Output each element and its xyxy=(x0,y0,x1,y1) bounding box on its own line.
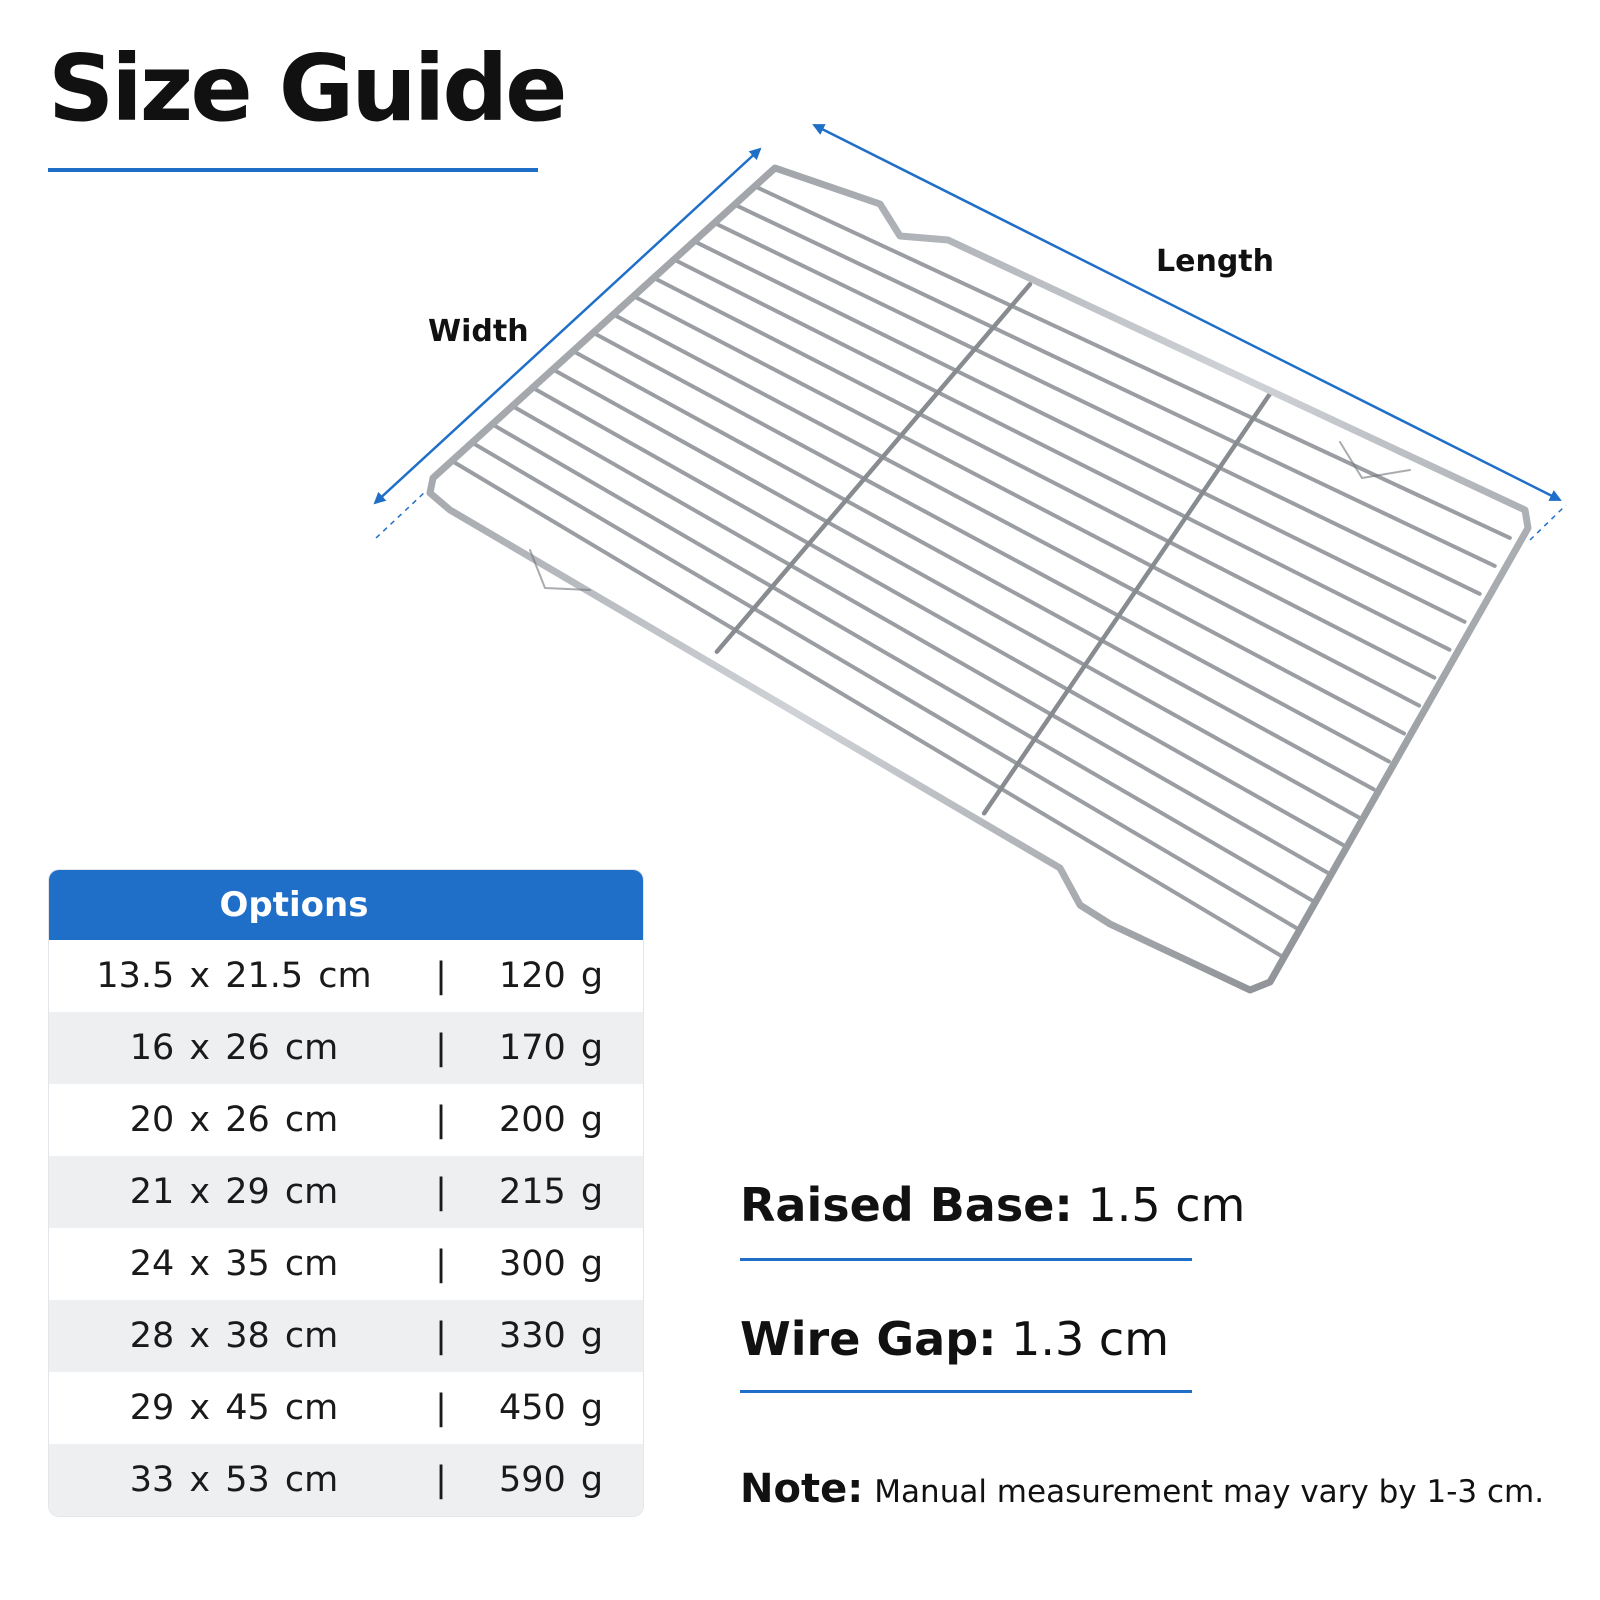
note-text: Manual measurement may vary by 1-3 cm. xyxy=(874,1474,1545,1510)
option-separator: | xyxy=(435,1316,447,1356)
wire-gap-value: 1.3 cm xyxy=(1011,1312,1170,1366)
option-row xyxy=(49,1444,643,1516)
option-row xyxy=(49,1228,643,1300)
raised-base-spec xyxy=(740,1178,1245,1232)
wire-gap-spec xyxy=(740,1312,1169,1366)
option-row xyxy=(49,1156,643,1228)
option-size: 28 x 38 cm xyxy=(129,1316,339,1356)
wire-gap-label: Wire Gap: xyxy=(740,1312,997,1366)
option-size: 20 x 26 cm xyxy=(129,1100,339,1140)
note-label: Note: xyxy=(740,1466,864,1512)
raised-base-value: 1.5 cm xyxy=(1087,1178,1246,1232)
length-label: Length xyxy=(1156,244,1274,279)
option-row xyxy=(49,940,643,1012)
option-separator: | xyxy=(435,1388,447,1428)
option-weight: 170 g xyxy=(499,1028,604,1068)
option-row xyxy=(49,1012,643,1084)
rack-wire xyxy=(614,315,1404,734)
rack-crossbar xyxy=(717,284,1030,651)
option-separator: | xyxy=(435,1028,447,1068)
option-weight: 330 g xyxy=(499,1316,604,1356)
option-weight: 450 g xyxy=(499,1388,604,1428)
options-header: Options xyxy=(49,870,643,940)
options-table xyxy=(49,870,643,1516)
page-title: Size Guide xyxy=(48,35,565,142)
option-weight: 120 g xyxy=(499,956,604,996)
option-separator: | xyxy=(435,1460,447,1500)
rack-wire xyxy=(755,186,1510,538)
option-size: 24 x 35 cm xyxy=(129,1244,339,1284)
option-weight: 200 g xyxy=(499,1100,604,1140)
option-row xyxy=(49,1300,643,1372)
width-label: Width xyxy=(428,314,529,349)
option-separator: | xyxy=(435,956,447,996)
rack-wire xyxy=(634,296,1419,705)
option-weight: 215 g xyxy=(499,1172,604,1212)
rack-wire xyxy=(493,425,1313,901)
option-size: 16 x 26 cm xyxy=(129,1028,339,1068)
spec-divider xyxy=(740,1258,1192,1261)
option-row xyxy=(49,1372,643,1444)
option-size: 21 x 29 cm xyxy=(129,1172,339,1212)
option-size: 33 x 53 cm xyxy=(129,1460,339,1500)
option-separator: | xyxy=(435,1244,447,1284)
option-row xyxy=(49,1084,643,1156)
options-list xyxy=(49,940,643,1516)
option-separator: | xyxy=(435,1100,447,1140)
rack-wire xyxy=(473,443,1298,929)
spec-divider xyxy=(740,1390,1192,1393)
wire-rack-icon xyxy=(430,168,1528,990)
measurement-note xyxy=(740,1466,1544,1512)
raised-base-label: Raised Base: xyxy=(740,1178,1073,1232)
option-separator: | xyxy=(435,1172,447,1212)
option-weight: 590 g xyxy=(499,1460,604,1500)
option-weight: 300 g xyxy=(499,1244,604,1284)
option-size: 29 x 45 cm xyxy=(129,1388,339,1428)
rack-wire xyxy=(735,205,1495,566)
option-size: 13.5 x 21.5 cm xyxy=(96,956,372,996)
